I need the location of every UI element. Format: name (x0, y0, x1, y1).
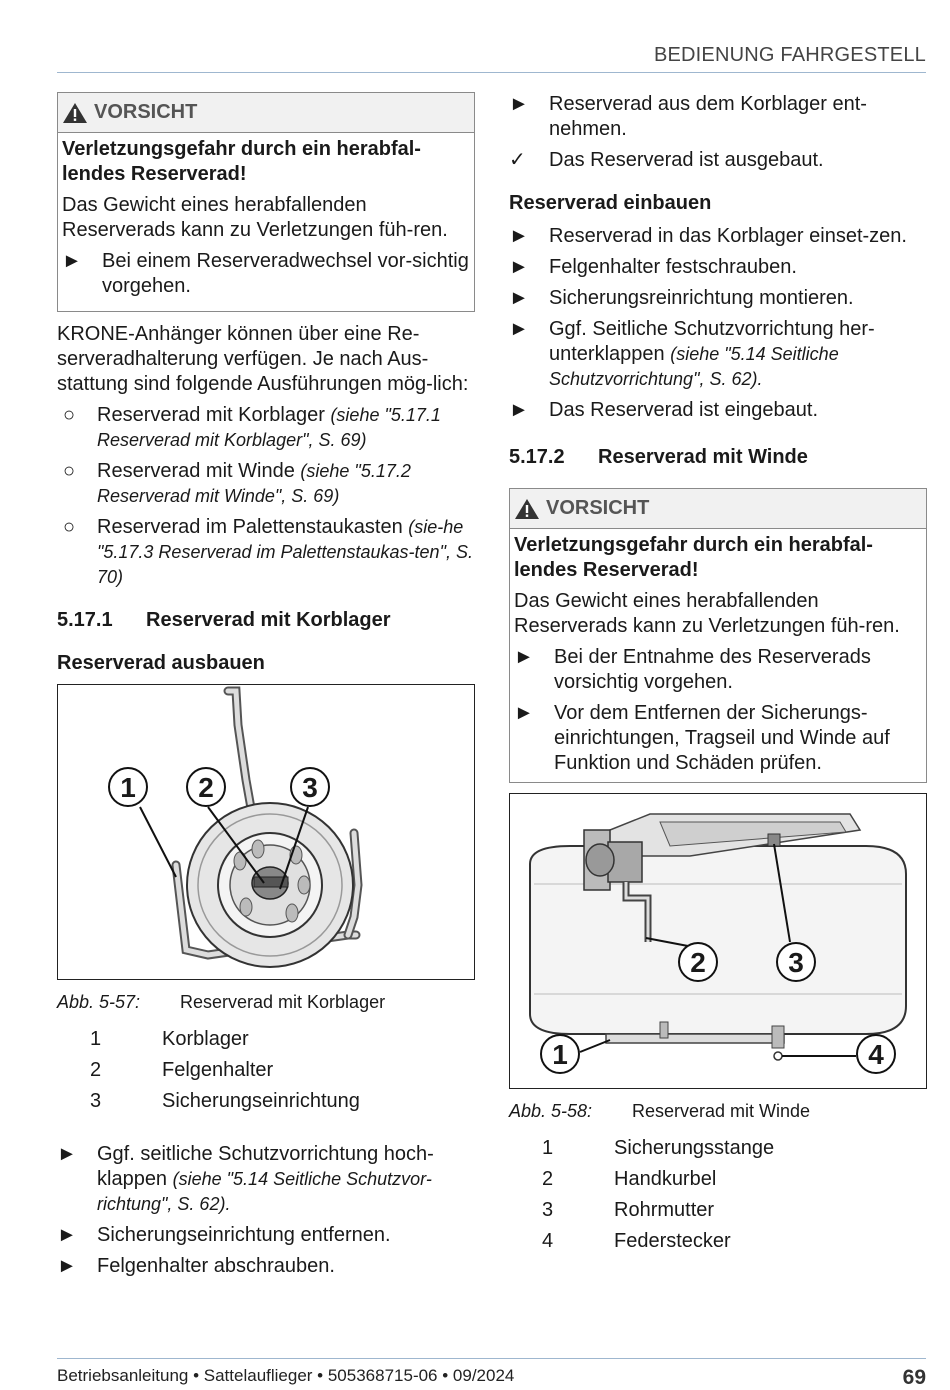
spare-wheel-basket-illustration (58, 685, 474, 979)
option-text: Reserverad im Palettenstaukasten (97, 516, 403, 538)
caution-action (62, 249, 470, 299)
left-column (57, 92, 475, 1285)
subsection-heading: Reserverad einbauen (509, 192, 712, 214)
header-divider (57, 72, 926, 73)
figure-legend (57, 1027, 475, 1114)
arrow-marker-icon: ► (57, 1143, 77, 1165)
legend-text: Federstecker (614, 1230, 731, 1252)
legend-number: 1 (542, 1137, 554, 1159)
callout-number: 1 (540, 1034, 580, 1074)
option-text: Reserverad mit Korblager (97, 404, 325, 426)
figure-caption-text: Reserverad mit Winde (632, 1101, 811, 1121)
legend-row (509, 1229, 927, 1254)
checkmark-icon: ✓ (509, 149, 526, 171)
step-item (57, 1254, 475, 1279)
caution-label: VORSICHT (94, 101, 198, 123)
legend-number: 1 (90, 1028, 102, 1050)
footer-divider (57, 1358, 926, 1359)
arrow-marker-icon: ► (509, 399, 529, 421)
subsection-heading: Reserverad ausbauen (57, 652, 265, 674)
arrow-marker-icon: ► (57, 1224, 77, 1246)
legend-number: 2 (90, 1059, 102, 1081)
warning-triangle-icon (514, 498, 540, 520)
step-item (509, 398, 927, 423)
circle-bullet-icon: ○ (63, 460, 76, 482)
legend-text: Handkurbel (614, 1168, 717, 1190)
caution-header (510, 489, 926, 529)
step-item (509, 224, 927, 249)
legend-row (57, 1089, 475, 1114)
caution-box (57, 92, 475, 312)
callout-number: 4 (856, 1034, 896, 1074)
legend-row (509, 1198, 927, 1223)
caution-action-text: Vor dem Entfernen der Sicherungs-einrichtungen, Tragseil und Winde auf Funktion und Schäden prüfen. (554, 702, 890, 774)
legend-text: Sicherungsstange (614, 1137, 775, 1159)
figure-caption-text: Reserverad mit Korblager (180, 992, 386, 1012)
legend-row (57, 1058, 475, 1083)
caution-title: Verletzungsgefahr durch ein herabfal-lendes Reserverad! (62, 138, 421, 185)
right-column (509, 92, 927, 1260)
arrow-marker-icon: ► (62, 250, 82, 272)
circle-bullet-icon: ○ (63, 516, 76, 538)
arrow-marker-icon: ► (514, 702, 534, 724)
step-item (509, 286, 927, 311)
legend-row (509, 1136, 927, 1161)
legend-text: Rohrmutter (614, 1199, 715, 1221)
caution-header (58, 93, 474, 133)
legend-row (509, 1167, 927, 1192)
callout-number: 2 (678, 942, 718, 982)
option-text: Reserverad mit Winde (97, 460, 295, 482)
step-text: Sicherungseinrichtung entfernen. (97, 1224, 391, 1246)
legend-number: 4 (542, 1230, 554, 1252)
step-text: Felgenhalter abschrauben. (97, 1255, 335, 1277)
caution-action (514, 645, 922, 695)
callout-number: 3 (776, 942, 816, 982)
caution-action (514, 701, 922, 776)
figure-spare-wheel-basket (57, 684, 475, 980)
step-text: Reserverad aus dem Korblager ent-nehmen. (549, 93, 867, 140)
page-number: 69 (902, 1366, 926, 1389)
arrow-marker-icon: ► (509, 287, 529, 309)
legend-text: Sicherungseinrichtung (162, 1090, 360, 1112)
caution-title: Verletzungsgefahr durch ein herabfal-lendes Reserverad! (514, 534, 873, 581)
circle-bullet-icon: ○ (63, 404, 76, 426)
caution-text: Das Gewicht eines herabfallenden Reserverads kann zu Verletzungen füh-ren. (514, 590, 900, 637)
cross-reference-link[interactable]: (sie-he "5.17.3 Reserverad im Palettenstaukas-ten", S. 70) (97, 517, 473, 587)
caution-label: VORSICHT (546, 497, 650, 519)
result-text: Das Reserverad ist ausgebaut. (549, 149, 824, 171)
arrow-marker-icon: ► (509, 256, 529, 278)
callout-number: 1 (108, 767, 148, 807)
step-item (509, 255, 927, 280)
section-heading (509, 445, 927, 470)
cross-reference-link[interactable]: (siehe "5.14 Seitliche Schutzvor-richtung", S. 62). (97, 1169, 432, 1214)
page-header-title: BEDIENUNG FAHRGESTELL (653, 44, 926, 66)
step-text: Ggf. Seitliche Schutzvorrichtung her-unterklappen (549, 318, 875, 365)
legend-number: 2 (542, 1168, 554, 1190)
footer-document-info: Betriebsanleitung • Sattelauflieger • 505368715-06 • 09/2024 (57, 1366, 515, 1385)
callout-number: 3 (290, 767, 330, 807)
cross-reference-link[interactable]: (siehe "5.17.2 Reserverad mit Winde", S. 69) (97, 461, 411, 506)
step-text: Reserverad in das Korblager einset-zen. (549, 225, 907, 247)
callout-number: 2 (186, 767, 226, 807)
figure-caption (57, 990, 475, 1015)
caution-action-text: Bei der Entnahme des Reserverads vorsichtig vorgehen. (554, 646, 871, 693)
figure-caption (509, 1099, 927, 1124)
section-title: Reserverad mit Winde (598, 446, 808, 468)
option-item (57, 403, 475, 453)
section-number: 5.17.2 (509, 446, 565, 468)
step-item (509, 317, 927, 392)
arrow-marker-icon: ► (509, 318, 529, 340)
section-heading (57, 608, 475, 633)
figure-label: Abb. 5-58: (509, 1101, 593, 1121)
option-item (57, 459, 475, 509)
arrow-marker-icon: ► (509, 93, 529, 115)
legend-number: 3 (542, 1199, 554, 1221)
step-text: Felgenhalter festschrauben. (549, 256, 797, 278)
legend-number: 3 (90, 1090, 102, 1112)
result-item (509, 148, 927, 173)
step-item (509, 92, 927, 142)
cross-reference-link[interactable]: (siehe "5.14 Seitliche Schutzvorrichtung", S. 62). (549, 344, 839, 389)
step-text: Sicherungsreinrichtung montieren. (549, 287, 854, 309)
warning-triangle-icon (62, 102, 88, 124)
figure-legend (509, 1136, 927, 1254)
arrow-marker-icon: ► (509, 225, 529, 247)
step-item (57, 1223, 475, 1248)
arrow-marker-icon: ► (57, 1255, 77, 1277)
legend-text: Korblager (162, 1028, 249, 1050)
figure-label: Abb. 5-57: (57, 992, 141, 1012)
legend-text: Felgenhalter (162, 1059, 274, 1081)
step-item (57, 1142, 475, 1217)
arrow-marker-icon: ► (514, 646, 534, 668)
section-title: Reserverad mit Korblager (146, 609, 391, 631)
caution-action-text: Bei einem Reserveradwechsel vor-sichtig vorgehen. (102, 250, 469, 297)
step-text: Ggf. seitliche Schutzvorrichtung hoch-klappen (97, 1143, 434, 1190)
section-number: 5.17.1 (57, 609, 113, 631)
caution-text: Das Gewicht eines herabfallenden Reserverads kann zu Verletzungen füh-ren. (62, 194, 448, 241)
intro-paragraph: KRONE-Anhänger können über eine Re-serveradhalterung verfügen. Je nach Aus-stattung sind folgende Ausführungen mög-lich: (57, 323, 469, 395)
figure-spare-wheel-winch (509, 793, 927, 1089)
cross-reference-link[interactable]: (siehe "5.17.1 Reserverad mit Korblager", S. 69) (97, 405, 441, 450)
caution-box (509, 488, 927, 783)
legend-row (57, 1027, 475, 1052)
option-item (57, 515, 475, 590)
step-text: Das Reserverad ist eingebaut. (549, 399, 819, 421)
